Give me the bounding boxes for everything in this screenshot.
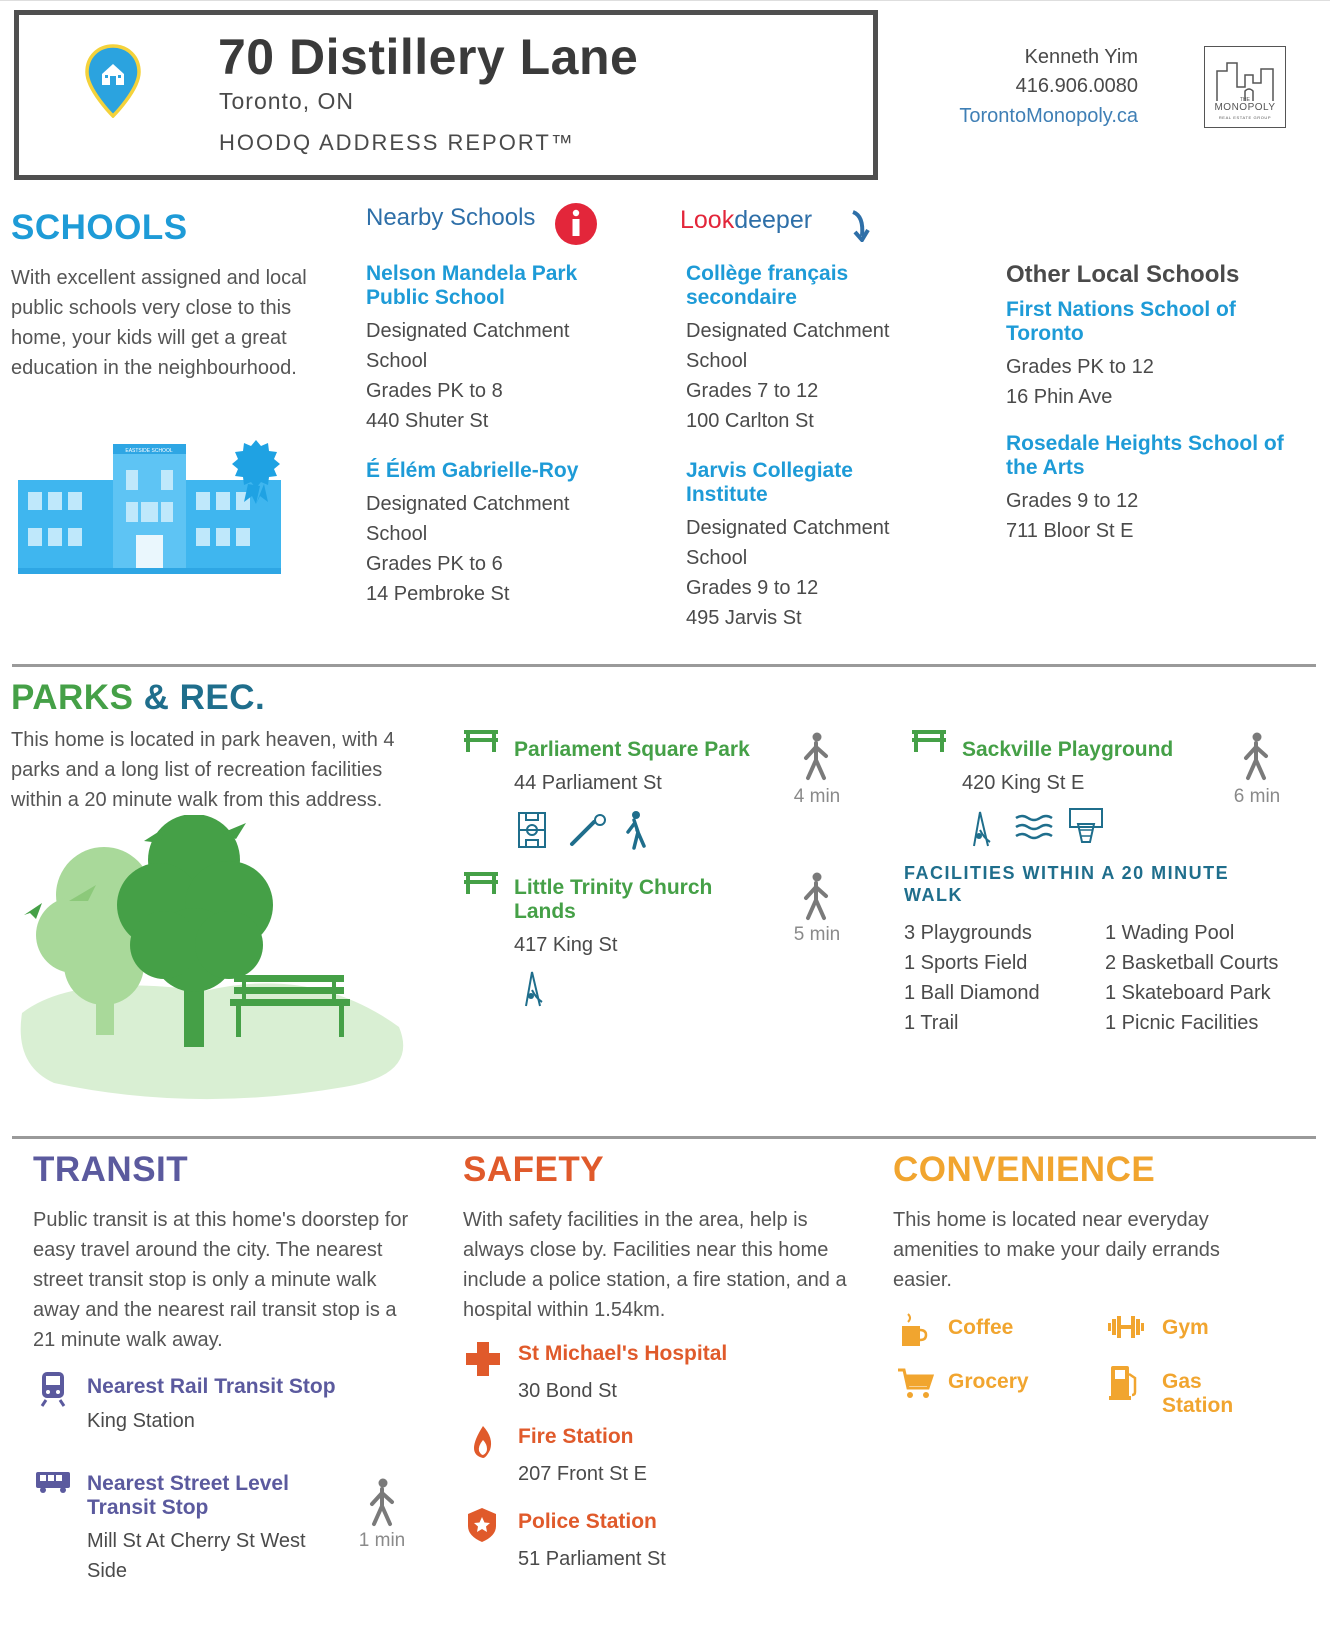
school-card[interactable]: [686, 262, 966, 436]
gas-station-icon: [1108, 1362, 1140, 1402]
gym-label[interactable]: Gym: [1162, 1316, 1209, 1339]
look-deeper-label: [680, 206, 812, 235]
section-divider: [12, 1136, 1316, 1139]
school-address: 711 Bloor St E: [1006, 520, 1134, 542]
facilities-list-right: [1105, 918, 1278, 1038]
park-illustration: [14, 815, 414, 1105]
school-grades: Grades PK to 12: [1006, 356, 1154, 378]
facility-item: 2 Basketball Courts: [1105, 952, 1279, 974]
school-grades: Grades PK to 8: [366, 380, 503, 402]
walk-time: 6 min: [1233, 786, 1281, 807]
convenience-title: CONVENIENCE: [893, 1150, 1156, 1189]
facility-item: 1 Picnic Facilities: [1105, 1012, 1259, 1034]
facility-item: 1 Wading Pool: [1105, 922, 1235, 944]
school-designation-type: School: [686, 350, 748, 372]
school-card[interactable]: [366, 262, 646, 436]
facility-item: 1 Sports Field: [904, 952, 1028, 974]
school-grades: Grades 7 to 12: [686, 380, 819, 402]
walking-person-icon: [366, 1478, 398, 1528]
hospital-address: 30 Bond St: [518, 1380, 617, 1402]
rail-transit-value: King Station: [87, 1410, 195, 1432]
safety-title: SAFETY: [463, 1150, 605, 1189]
train-icon: [38, 1370, 68, 1408]
trail-hiker-icon: [622, 810, 648, 850]
park-bench-icon: [462, 728, 500, 754]
rail-transit-label[interactable]: Nearest Rail Transit Stop: [87, 1375, 336, 1398]
school-designation: Designated Catchment: [366, 320, 570, 342]
school-name[interactable]: É Élém Gabrielle-Roy: [366, 459, 579, 482]
safety-description: With safety facilities in the area, help is always close by. Facilities near this home include a police station, a fire station, and a hospital within 1.54km.: [463, 1209, 847, 1321]
walking-person-icon: [1240, 732, 1272, 782]
fire-station-address: 207 Front St E: [518, 1463, 647, 1485]
parks-title: [11, 678, 265, 718]
map-pin-icon: [84, 44, 142, 118]
look-word: Look: [680, 206, 735, 234]
facility-item: 3 Playgrounds: [904, 922, 1032, 944]
facility-item: 1 Trail: [904, 1012, 959, 1034]
transit-description: Public transit is at this home's doorstep for easy travel around the city. The nearest street transit stop is only a minute walk away and the nearest rail transit stop is a 21 minute walk away.: [33, 1209, 409, 1351]
nearby-schools-label: Nearby Schools: [366, 204, 536, 231]
section-divider: [12, 664, 1316, 667]
school-address: 14 Pembroke St: [366, 583, 510, 605]
walk-time: 1 min: [358, 1530, 406, 1551]
school-designation-type: School: [366, 523, 428, 545]
report-title: HOODQ ADDRESS REPORT™: [219, 130, 575, 155]
school-designation: Designated Catchment: [686, 517, 890, 539]
facilities-title: FACILITIES WITHIN A 20 MINUTE WALK: [904, 863, 1230, 905]
hospital-name[interactable]: St Michael's Hospital: [518, 1342, 728, 1365]
facility-item: 1 Ball Diamond: [904, 982, 1040, 1004]
school-name[interactable]: First Nations School of Toronto: [1006, 298, 1236, 345]
park-address: 417 King St: [514, 934, 618, 956]
walking-person-icon: [800, 732, 832, 782]
gym-dumbbell-icon: [1106, 1314, 1146, 1340]
grocery-cart-icon: [896, 1366, 934, 1400]
school-name[interactable]: Jarvis Collegiate Institute: [686, 459, 853, 506]
top-rule: [0, 0, 1330, 1]
school-designation-type: School: [686, 547, 748, 569]
school-address: 440 Shuter St: [366, 410, 489, 432]
other-schools-label: Other Local Schools: [1006, 261, 1240, 288]
transit-title: TRANSIT: [33, 1150, 189, 1189]
park-bench-icon: [910, 728, 948, 754]
agent-name: Kenneth Yim: [1024, 46, 1138, 68]
school-sign-text: EASTSIDE SCHOOL: [125, 448, 173, 454]
info-icon[interactable]: [554, 202, 598, 246]
street-transit-value: Mill St At Cherry St West Side: [87, 1530, 306, 1582]
police-badge-icon: [466, 1506, 498, 1544]
school-grades: Grades 9 to 12: [1006, 490, 1139, 512]
sports-field-icon: [516, 810, 550, 850]
schools-description: With excellent assigned and local public schools very close to this home, your kids will get a great education in the neighbourhood.: [11, 267, 307, 379]
agent-website-link[interactable]: TorontoMonopoly.ca: [959, 105, 1138, 127]
school-designation: Designated Catchment: [686, 320, 890, 342]
facility-item: 1 Skateboard Park: [1105, 982, 1271, 1004]
school-designation-type: School: [366, 350, 428, 372]
park-address: 44 Parliament St: [514, 772, 662, 794]
police-station-name[interactable]: Police Station: [518, 1510, 657, 1533]
logo-small-bottom: REAL ESTATE GROUP: [1218, 115, 1272, 120]
park-address: 420 King St E: [962, 772, 1085, 794]
police-station-address: 51 Parliament St: [518, 1548, 666, 1570]
school-building-illustration: [18, 440, 290, 575]
walk-time: 5 min: [793, 924, 841, 945]
down-arrow-icon: [848, 208, 874, 242]
bus-icon: [34, 1470, 72, 1494]
logo-text: MONOPOLY: [1214, 102, 1276, 113]
fire-station-name[interactable]: Fire Station: [518, 1425, 634, 1448]
ball-diamond-icon: [568, 812, 608, 848]
parks-title-main: PARKS: [11, 678, 134, 717]
walk-time: 4 min: [793, 786, 841, 807]
school-card[interactable]: [1006, 298, 1296, 412]
school-name[interactable]: Rosedale Heights School of the Arts: [1006, 432, 1284, 479]
fire-flame-icon: [470, 1424, 496, 1460]
parks-description: This home is located in park heaven, with 4 parks and a long list of recreation facilities within a 20 minute walk from this address.: [11, 729, 395, 811]
deeper-word: deeper: [734, 206, 813, 234]
coffee-label[interactable]: Coffee: [948, 1316, 1014, 1339]
schools-title: SCHOOLS: [11, 208, 188, 247]
playground-slide-icon: [518, 968, 548, 1008]
parks-title-rec: & REC.: [143, 678, 266, 717]
school-designation: Designated Catchment: [366, 493, 570, 515]
facilities-list-left: [904, 918, 1040, 1038]
school-address: 100 Carlton St: [686, 410, 814, 432]
park-bench-icon: [462, 870, 500, 896]
school-address: 495 Jarvis St: [686, 607, 802, 629]
school-address: 16 Phin Ave: [1006, 386, 1113, 408]
park-name[interactable]: Parliament Square Park: [514, 738, 750, 761]
logo-small-top: THE: [1240, 97, 1250, 103]
school-card[interactable]: [686, 459, 966, 633]
gas-station-label[interactable]: Gas Station: [1162, 1370, 1234, 1417]
street-transit-label[interactable]: Nearest Street Level Transit Stop: [87, 1472, 289, 1519]
park-name[interactable]: Sackville Playground: [962, 738, 1174, 761]
school-name[interactable]: Collège français secondaire: [686, 262, 849, 309]
school-grades: Grades PK to 6: [366, 553, 503, 575]
brokerage-logo: [1204, 46, 1286, 128]
agent-phone[interactable]: 416.906.0080: [1015, 75, 1138, 97]
wading-pool-icon: [1014, 812, 1054, 842]
playground-slide-icon: [966, 808, 996, 848]
basketball-hoop-icon: [1066, 806, 1106, 846]
grocery-label[interactable]: Grocery: [948, 1370, 1029, 1393]
property-city: Toronto, ON: [219, 88, 354, 114]
school-card[interactable]: [1006, 432, 1296, 546]
park-name[interactable]: Little Trinity Church Lands: [514, 876, 713, 923]
walking-person-icon: [800, 872, 832, 922]
school-name[interactable]: Nelson Mandela Park Public School: [366, 262, 578, 309]
school-grades: Grades 9 to 12: [686, 577, 819, 599]
school-card[interactable]: [366, 459, 646, 609]
hospital-cross-icon: [464, 1340, 502, 1378]
convenience-description: This home is located near everyday amenities to make your daily errands easier.: [893, 1209, 1220, 1291]
property-address: 70 Distillery Lane: [218, 29, 639, 85]
coffee-cup-icon: [898, 1312, 928, 1348]
